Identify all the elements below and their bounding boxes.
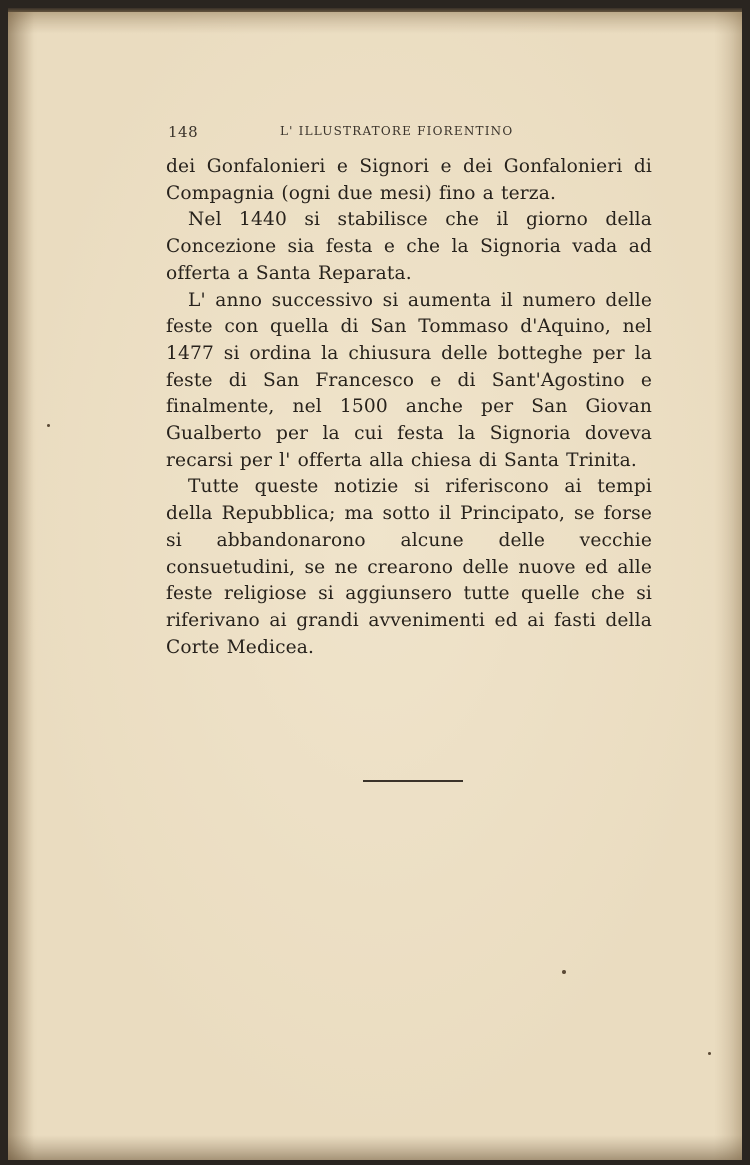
running-header: [168, 123, 646, 143]
paper-speck: [47, 424, 50, 427]
running-title: L' ILLUSTRATORE FIORENTINO: [280, 124, 514, 138]
body-text: [166, 154, 652, 661]
paragraph-3: L' anno successivo si aumenta il numero delle feste con quella di San Tommaso d'Aquino, nel 1477 si ordina la chiusura delle botteghe per la feste di San Francesco e di Sant'Agostino e finalmente, nel 1500 anche per San Giovan Gualberto per la cui festa la Signoria doveva recarsi per l' offerta alla chiesa di Santa Trinita.: [166, 289, 652, 471]
paper-speck: [708, 1052, 711, 1055]
paragraph-2: Nel 1440 si stabilisce che il giorno della Concezione sia festa e che la Signoria vada ad offerta a Santa Reparata.: [166, 209, 652, 284]
section-end-rule: [363, 780, 463, 782]
paragraph-4: Tutte queste notizie si riferiscono ai tempi della Repubblica; ma sotto il Principato, se forse si abbandonarono alcune delle vecchie consuetudini, se ne crearono delle nuove ed alle feste religiose si aggiunsero tutte quelle che si riferivano ai grandi avvenimenti ed ai fasti della Corte Medicea.: [166, 476, 652, 658]
page-gutter-shadow: [8, 12, 34, 1160]
page-bottom-shadow: [8, 1135, 742, 1160]
paper-speck: [562, 970, 566, 974]
page-number: 148: [168, 123, 199, 141]
paragraph-1: dei Gonfalonieri e Signori e dei Gonfalonieri di Compagnia (ogni due mesi) fino a terza.: [166, 156, 652, 204]
